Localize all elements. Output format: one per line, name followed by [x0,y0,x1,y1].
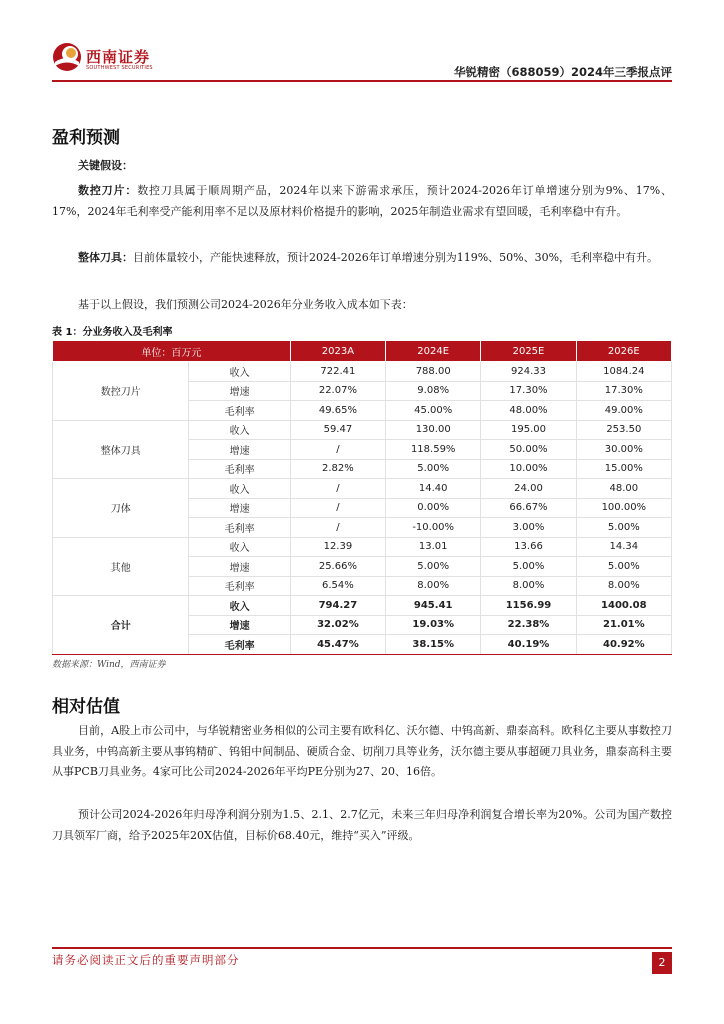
segment-cell: 其他 [53,537,189,596]
value-cell: 22.38% [481,615,576,635]
value-cell: 17.30% [576,381,671,401]
table-row [53,420,672,440]
value-cell: 49.00% [576,401,671,421]
value-cell: 118.59% [386,440,481,460]
value-cell: 5.00% [576,557,671,577]
year-header: 2023A [290,341,385,362]
solid-label: 整体刀具： [78,251,133,264]
value-cell: 722.41 [290,362,385,382]
value-cell: 2.82% [290,459,385,479]
table-body [53,362,672,655]
value-cell: / [290,498,385,518]
logo-emblem-icon [52,42,82,72]
table-row [53,537,672,557]
value-cell: / [290,440,385,460]
metric-cell: 毛利率 [189,401,290,421]
value-cell: -10.00% [386,518,481,538]
value-cell: 14.40 [386,479,481,499]
value-cell: 13.01 [386,537,481,557]
value-cell: 38.15% [386,635,481,655]
value-cell: 788.00 [386,362,481,382]
value-cell: 253.50 [576,420,671,440]
data-source: 数据来源：Wind，西南证券 [52,660,166,670]
value-cell: 17.30% [481,381,576,401]
metric-cell: 增速 [189,615,290,635]
cnc-label: 数控刀片： [78,184,138,197]
value-cell: 48.00% [481,401,576,421]
metric-cell: 毛利率 [189,635,290,655]
value-cell: 195.00 [481,420,576,440]
value-cell: 3.00% [481,518,576,538]
metric-cell: 增速 [189,498,290,518]
segment-cell: 合计 [53,596,189,655]
paragraph-forecast-basis: 基于以上假设，我们预测公司2024-2026年分业务收入成本如下表： [78,298,413,311]
value-cell: 25.66% [290,557,385,577]
value-cell: 12.39 [290,537,385,557]
paragraph-solid-tools [52,248,672,269]
logo-text-en: SOUTHWEST SECURITIES [86,65,153,71]
metric-cell: 收入 [189,537,290,557]
section-heading-profit-forecast: 盈利预测 [52,128,120,148]
metric-cell: 增速 [189,381,290,401]
metric-cell: 收入 [189,596,290,616]
metric-cell: 增速 [189,557,290,577]
value-cell: 8.00% [481,576,576,596]
value-cell: 0.00% [386,498,481,518]
logo-text-cn: 西南证券 [86,48,151,66]
value-cell: 32.02% [290,615,385,635]
value-cell: 5.00% [481,557,576,577]
metric-cell: 收入 [189,420,290,440]
value-cell: 14.34 [576,537,671,557]
value-cell: 59.47 [290,420,385,440]
unit-header: 单位：百万元 [53,341,291,362]
value-cell: 130.00 [386,420,481,440]
value-cell: 22.07% [290,381,385,401]
value-cell: 45.00% [386,401,481,421]
disclaimer-note: 请务必阅读正文后的重要声明部分 [52,953,240,967]
value-cell: 5.00% [386,557,481,577]
value-cell: 66.67% [481,498,576,518]
table-caption: 表 1：分业务收入及毛利率 [52,327,173,338]
value-cell: 50.00% [481,440,576,460]
value-cell: 100.00% [576,498,671,518]
table-row [53,596,672,616]
company-logo [52,42,152,76]
value-cell: 21.01% [576,615,671,635]
value-cell: 9.08% [386,381,481,401]
value-cell: 794.27 [290,596,385,616]
segment-cell: 刀体 [53,479,189,538]
year-header: 2026E [576,341,671,362]
value-cell: 5.00% [576,518,671,538]
value-cell: 45.47% [290,635,385,655]
value-cell: 15.00% [576,459,671,479]
metric-cell: 毛利率 [189,459,290,479]
value-cell: 30.00% [576,440,671,460]
value-cell: 24.00 [481,479,576,499]
value-cell: 40.19% [481,635,576,655]
revenue-margin-table [52,340,672,655]
value-cell: 19.03% [386,615,481,635]
table-row [53,479,672,499]
year-header: 2025E [481,341,576,362]
value-cell: 924.33 [481,362,576,382]
segment-cell: 数控刀片 [53,362,189,421]
paragraph-valuation-conclusion: 预计公司2024-2026年归母净利润分别为1.5、2.1、2.7亿元，未来三年归母净利润复合增长率为20%。公司为国产数控刀具领军厂商，给予2025年20X估值，目标价68.40元，维持“买入”评级。 [52,808,672,842]
key-assumptions-label: 关键假设： [78,159,133,172]
value-cell: 1400.08 [576,596,671,616]
value-cell: 40.92% [576,635,671,655]
value-cell: 945.41 [386,596,481,616]
cnc-text: 数控刀具属于顺周期产品，2024年以来下游需求承压，预计2024-2026年订单增速分别为9%、17%、17%，2024年毛利率受产能利用率不足以及原材料价格提升的影响，2025年制造业需求有望回暖，毛利率稳中有升。 [52,184,672,218]
value-cell: 13.66 [481,537,576,557]
page-number: 2 [652,952,672,974]
value-cell: 8.00% [576,576,671,596]
table-row [53,362,672,382]
metric-cell: 增速 [189,440,290,460]
paragraph-comparables: 目前，A股上市公司中，与华锐精密业务相似的公司主要有欧科亿、沃尔德、中钨高新、鼎泰高科。欧科亿主要从事数控刀具业务，中钨高新主要从事钨精矿、钨钼中间制品、硬质合金、切削刀具等业务，沃尔德主要从事超硬刀具业务，鼎泰高科主要从事PCB刀具业务。4家可比公司2024-2026年平均PE分别为27、20、16倍。 [52,724,672,778]
value-cell: 48.00 [576,479,671,499]
metric-cell: 收入 [189,362,290,382]
value-cell: 5.00% [386,459,481,479]
year-header: 2024E [386,341,481,362]
value-cell: / [290,518,385,538]
segment-cell: 整体刀具 [53,420,189,479]
paragraph-cnc-inserts [52,181,672,222]
section-heading-relative-valuation: 相对估值 [52,697,120,717]
value-cell: 8.00% [386,576,481,596]
report-title: 华锐精密（688059）2024年三季报点评 [453,65,672,79]
solid-text: 目前体量较小，产能快速释放，预计2024-2026年订单增速分别为119%、50%、30%，毛利率稳中有升。 [133,251,659,264]
value-cell: / [290,479,385,499]
metric-cell: 毛利率 [189,518,290,538]
value-cell: 49.65% [290,401,385,421]
table-header-row [53,341,672,362]
value-cell: 6.54% [290,576,385,596]
metric-cell: 收入 [189,479,290,499]
header-divider [52,80,672,82]
value-cell: 10.00% [481,459,576,479]
value-cell: 1156.99 [481,596,576,616]
footer-divider [52,947,672,949]
metric-cell: 毛利率 [189,576,290,596]
value-cell: 1084.24 [576,362,671,382]
